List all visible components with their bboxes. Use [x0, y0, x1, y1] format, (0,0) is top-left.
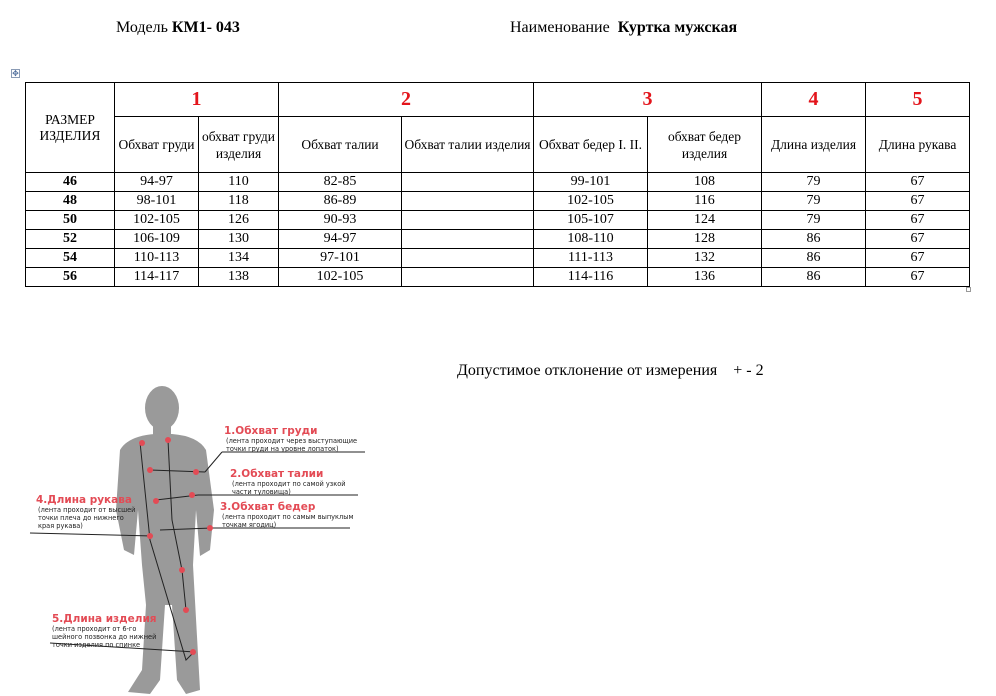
table-row — [26, 230, 970, 249]
cell-length: 79 — [762, 173, 866, 192]
cell-sleeve: 67 — [866, 192, 970, 211]
group-number-3: 3 — [534, 83, 762, 117]
cell-size: 50 — [26, 211, 115, 230]
cell-waist-item — [402, 173, 534, 192]
cell-hips: 108-110 — [534, 230, 648, 249]
cell-sleeve: 67 — [866, 249, 970, 268]
svg-text:края рукава): края рукава) — [38, 522, 83, 530]
product-name-value: Куртка мужская — [617, 19, 738, 36]
table-row — [26, 249, 970, 268]
subheader-waist-item: Обхват талии изделия — [402, 117, 534, 173]
group-number-1: 1 — [115, 83, 279, 117]
cell-waist: 97-101 — [279, 249, 402, 268]
label-chest — [224, 425, 357, 453]
subheader-chest-item: обхват груди изделия — [199, 117, 279, 173]
cell-hips-item: 108 — [648, 173, 762, 192]
cell-size: 56 — [26, 268, 115, 287]
cell-hips: 105-107 — [534, 211, 648, 230]
cell-chest: 106-109 — [115, 230, 199, 249]
group-number-2: 2 — [279, 83, 534, 117]
label-waist — [230, 468, 346, 496]
svg-text:шейного позвонка до нижней: шейного позвонка до нижней — [52, 633, 157, 641]
subheader-hips-item: обхват бедер изделия — [648, 117, 762, 173]
measurement-figure — [0, 360, 420, 696]
svg-text:3.Обхват бедер: 3.Обхват бедер — [220, 501, 316, 513]
cell-size: 54 — [26, 249, 115, 268]
svg-text:(лента проходит от высшей: (лента проходит от высшей — [38, 506, 136, 514]
cell-waist: 94-97 — [279, 230, 402, 249]
tolerance-note: Допустимое отклонение от измерения + - 2 — [457, 362, 764, 379]
svg-text:(лента проходит по самым выпук: (лента проходит по самым выпуклым — [222, 513, 354, 521]
cell-length: 86 — [762, 268, 866, 287]
cell-waist-item — [402, 230, 534, 249]
cell-waist: 82-85 — [279, 173, 402, 192]
svg-text:4.Длина рукава: 4.Длина рукава — [36, 494, 132, 506]
cell-chest: 110-113 — [115, 249, 199, 268]
model-label: Модель — [116, 19, 168, 36]
cell-sleeve: 67 — [866, 268, 970, 287]
subheader-chest: Обхват груди — [115, 117, 199, 173]
cell-hips-item: 124 — [648, 211, 762, 230]
svg-text:точки изделия по спинке: точки изделия по спинке — [52, 641, 141, 649]
size-column-header: РАЗМЕР ИЗДЕЛИЯ — [26, 83, 115, 173]
cell-sleeve: 67 — [866, 173, 970, 192]
cell-sleeve: 67 — [866, 230, 970, 249]
cell-hips: 102-105 — [534, 192, 648, 211]
svg-text:5.Длина изделия: 5.Длина изделия — [52, 613, 157, 625]
svg-text:точки груди на уровне лопаток): точки груди на уровне лопаток) — [226, 445, 339, 453]
cell-chest: 94-97 — [115, 173, 199, 192]
cell-hips-item: 116 — [648, 192, 762, 211]
svg-text:(лента проходит по самой узкой: (лента проходит по самой узкой — [232, 480, 346, 488]
subheader-length: Длина изделия — [762, 117, 866, 173]
cell-chest: 114-117 — [115, 268, 199, 287]
table-row — [26, 268, 970, 287]
svg-text:(лента проходит через выступаю: (лента проходит через выступающие — [226, 437, 358, 445]
cell-chest: 98-101 — [115, 192, 199, 211]
svg-text:части туловища): части туловища) — [232, 488, 291, 496]
cell-waist-item — [402, 192, 534, 211]
group-number-5: 5 — [866, 83, 970, 117]
svg-text:точкам ягодиц): точкам ягодиц) — [222, 521, 277, 529]
cell-chest: 102-105 — [115, 211, 199, 230]
cell-chest-item: 138 — [199, 268, 279, 287]
cell-size: 48 — [26, 192, 115, 211]
svg-text:2.Обхват талии: 2.Обхват талии — [230, 468, 324, 480]
subheader-waist: Обхват талии — [279, 117, 402, 173]
cell-length: 79 — [762, 211, 866, 230]
model-header — [116, 19, 240, 37]
model-value: КМ1- 043 — [171, 19, 240, 36]
cell-length: 86 — [762, 230, 866, 249]
table-move-handle-icon[interactable]: ✥ — [12, 69, 19, 78]
cell-size: 46 — [26, 173, 115, 192]
label-item-length — [52, 613, 157, 649]
cell-length: 79 — [762, 192, 866, 211]
table-resize-handle[interactable] — [966, 287, 971, 292]
cell-waist: 102-105 — [279, 268, 402, 287]
group-number-4: 4 — [762, 83, 866, 117]
cell-length: 86 — [762, 249, 866, 268]
svg-text:1.Обхват груди: 1.Обхват груди — [224, 425, 318, 437]
cell-waist-item — [402, 211, 534, 230]
product-name-header — [510, 19, 737, 37]
table-row — [26, 173, 970, 192]
cell-chest-item: 126 — [199, 211, 279, 230]
table-row — [26, 192, 970, 211]
cell-hips-item: 132 — [648, 249, 762, 268]
svg-text:(лента проходит от 6-го: (лента проходит от 6-го — [52, 625, 137, 633]
cell-hips: 111-113 — [534, 249, 648, 268]
cell-chest-item: 134 — [199, 249, 279, 268]
size-chart-table — [25, 82, 970, 287]
cell-hips: 114-116 — [534, 268, 648, 287]
cell-sleeve: 67 — [866, 211, 970, 230]
cell-chest-item: 110 — [199, 173, 279, 192]
svg-text:точки плеча до нижнего: точки плеча до нижнего — [38, 514, 124, 522]
cell-waist-item — [402, 268, 534, 287]
cell-chest-item: 118 — [199, 192, 279, 211]
cell-hips-item: 136 — [648, 268, 762, 287]
cell-hips-item: 128 — [648, 230, 762, 249]
cell-hips: 99-101 — [534, 173, 648, 192]
subheader-hips: Обхват бедер I. II. — [534, 117, 648, 173]
cell-waist: 86-89 — [279, 192, 402, 211]
cell-chest-item: 130 — [199, 230, 279, 249]
subheader-sleeve: Длина рукава — [866, 117, 970, 173]
label-hips — [220, 501, 353, 529]
table-row — [26, 211, 970, 230]
cell-waist-item — [402, 249, 534, 268]
cell-size: 52 — [26, 230, 115, 249]
product-name-label: Наименование — [510, 19, 610, 36]
cell-waist: 90-93 — [279, 211, 402, 230]
